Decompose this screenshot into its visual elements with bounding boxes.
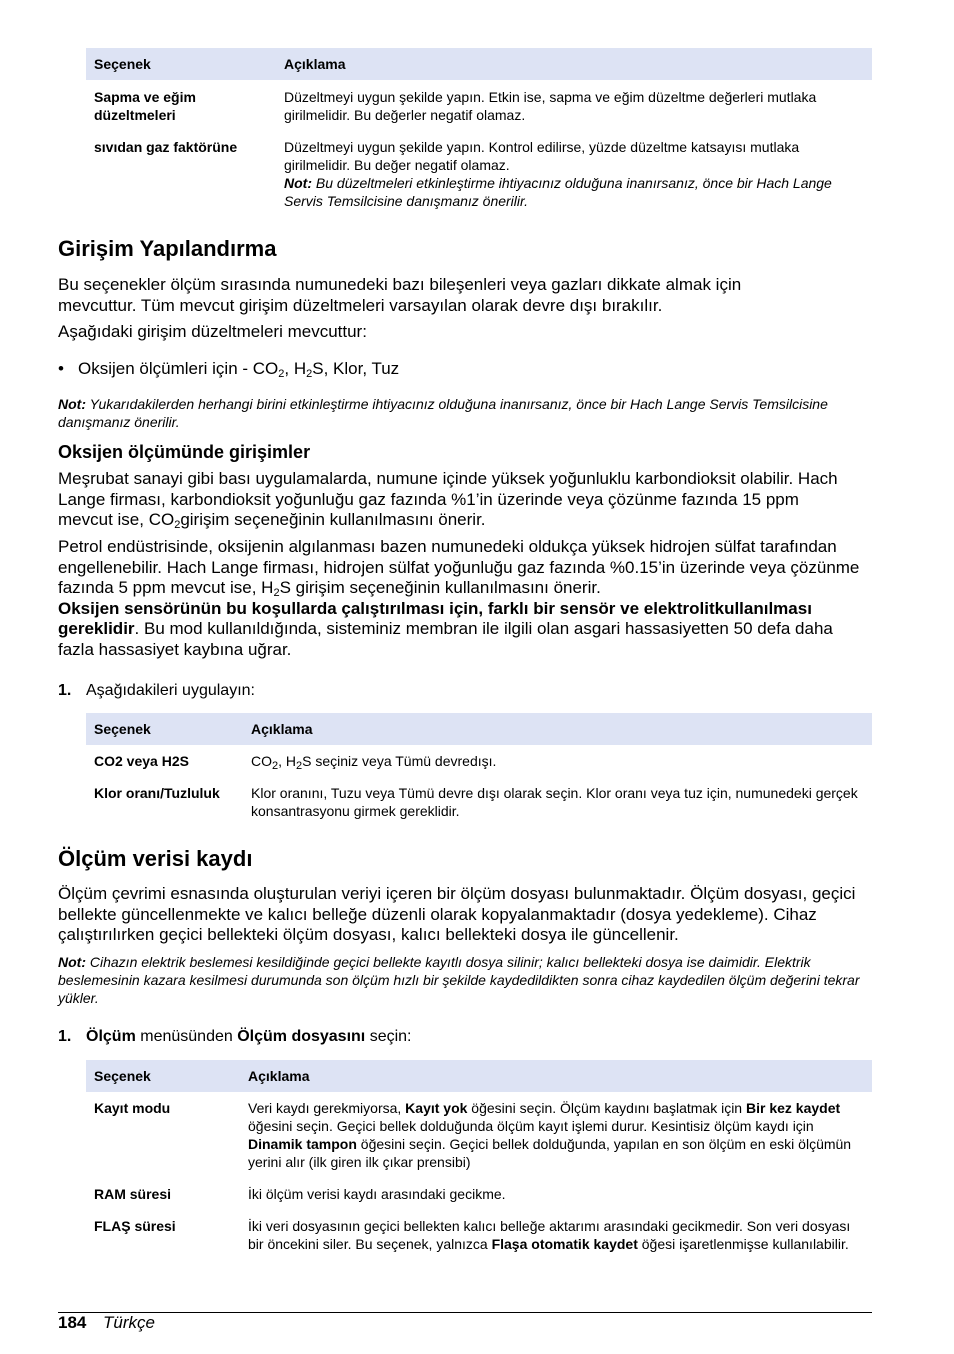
subscript: 2 <box>296 760 303 772</box>
option-name: CO2 veya H2S <box>94 753 189 769</box>
section-title: Ölçüm verisi kaydı <box>58 846 253 871</box>
options-table-1 <box>86 48 872 216</box>
option-name: Klor oranı/Tuzluluk <box>94 785 220 801</box>
paragraph-text: S girişim seçeneğinin kullanılmasını önerir. <box>279 578 601 597</box>
option-value: Flaşa otomatik kaydet <box>491 1236 638 1252</box>
option-description: İki ölçüm verisi kaydı arasındaki gecikme. <box>248 1186 506 1202</box>
description-text: Veri kaydı gerekmiyorsa, <box>248 1100 406 1116</box>
paragraph-text: Petrol endüstrisinde, oksijenin algılanması bazen numunedeki oldukça yüksek hidrojen sülfat tarafından engellenebilir. Hach Lange firması, hidrojen sülfat yoğunluğu gaz fazında %0.15’in üzerinde veya çözünme fazında 5 ppm mevcut ise, H <box>58 537 860 597</box>
step-number: 1. <box>58 1028 72 1045</box>
options-table-2 <box>86 713 872 826</box>
note <box>58 953 866 1007</box>
description-text: S seçiniz veya Tümü devredışı. <box>302 753 497 769</box>
table-header-row <box>86 48 872 80</box>
option-value: Kayıt yok <box>405 1100 468 1116</box>
option-name: sıvıdan gaz faktörüne <box>94 139 238 155</box>
note <box>284 175 832 209</box>
bullet-text: Oksijen ölçümleri için - CO <box>78 359 279 378</box>
table-row <box>86 745 872 776</box>
option-name-line: düzeltmeleri <box>94 107 176 123</box>
subscript: 2 <box>174 519 181 531</box>
description-text: , H <box>278 753 297 769</box>
menu-item-name: Ölçüm dosyasını <box>237 1028 366 1045</box>
description-text: CO <box>251 753 272 769</box>
bullet-text: S, Klor, Tuz <box>312 359 400 378</box>
table-row <box>86 130 872 216</box>
section-title: Girişim Yapılandırma <box>58 236 277 261</box>
page-number: 184 <box>58 1313 87 1332</box>
option-name-line: Sapma ve eğim <box>94 89 196 105</box>
subscript: 2 <box>306 368 313 380</box>
footer-divider <box>58 1312 872 1313</box>
bullet-text: , H <box>284 359 307 378</box>
subsection-title: Oksijen ölçümünde girişimler <box>58 442 311 462</box>
paragraph <box>58 537 868 660</box>
subscript: 2 <box>273 587 280 599</box>
option-description <box>240 1209 872 1259</box>
column-header: Açıklama <box>243 713 872 745</box>
table-row <box>86 1209 872 1259</box>
note-text: Yukarıdakilerden herhangi birini etkinleştirme ihtiyacınız olduğuna inanırsanız, önce bir Hach Lange Servis Temsilcisine danışmanız önerilir. <box>58 396 828 430</box>
note-label: Not: <box>284 175 312 191</box>
column-header: Seçenek <box>86 48 276 80</box>
description-text: Düzeltmeyi uygun şekilde yapın. Kontrol edilirse, yüzde düzeltme katsayısı mutlaka girilmelidir. Bu değer negatif olamaz. <box>284 139 800 173</box>
column-header: Açıklama <box>276 48 872 80</box>
option-name: Kayıt modu <box>94 1100 171 1116</box>
bullet-marker: • <box>58 359 64 378</box>
option-value: Dinamik tampon <box>248 1136 357 1152</box>
column-header: Açıklama <box>240 1060 872 1092</box>
note-label: Not: <box>58 954 86 970</box>
subscript: 2 <box>272 760 279 772</box>
table-row <box>86 776 872 826</box>
option-description <box>243 745 872 776</box>
description-text: öğesini seçin. Geçici bellek dolduğunda ölçüm kayıt işlemi durur. Kesintisiz ölçüm kaydı için <box>248 1118 814 1134</box>
paragraph: Bu seçenekler ölçüm sırasında numunedeki bazı bileşenleri veya gazları dikkate almak için mevcuttur. Tüm mevcut girişim düzeltmeleri varsayılan olarak devre dışı bırakılır. <box>58 275 742 315</box>
table-header-row <box>86 713 872 745</box>
note-text: Cihazın elektrik beslemesi kesildiğinde geçici bellekte kayıtlı dosya silinir; kalıcı bellekteki dosya ise daimidir. Elektrik beslemesinin kazara kesilmesi durumunda son ölçüm hızlı bir şekilde kaydedildikten sonra cihaz kaydedilen ölçüm değerini tekrar yükler. <box>58 954 860 1006</box>
option-description: Düzeltmeyi uygun şekilde yapın. Etkin ise, sapma ve eğim düzeltme değerleri mutlaka girilmelidir. Bu değerler negatif olamaz. <box>284 89 817 123</box>
paragraph-text: girişim seçeneğinin kullanılmasını önerir. <box>180 510 486 529</box>
option-name <box>86 80 276 130</box>
footer-language: Türkçe <box>103 1313 155 1332</box>
paragraph: Ölçüm çevrimi esnasında oluşturulan veriyi içeren bir ölçüm dosyası bulunmaktadır. Ölçüm dosyası, geçici bellekte güncellenmekte ve kalıcı belleğe düzenli olarak kopyalanmaktadır (dosya yedekleme). Cihaz çalıştırılırken geçici bellekteki ölçüm dosyası, kalıcı bellekteki dosya ile güncellenir. <box>58 884 856 944</box>
note <box>58 395 858 431</box>
paragraph: Aşağıdaki girişim düzeltmeleri mevcuttur: <box>58 322 367 341</box>
description-text: öğesini seçin. Geçici bellek dolduğunda, yapılan en son ölçüm en eski ölçümün yerini alır (ilk giren ilk çıkar prensibi) <box>248 1136 852 1170</box>
paragraph <box>58 469 858 531</box>
step-text-part: seçin: <box>365 1028 412 1045</box>
paragraph-text: Meşrubat sanayi gibi bası uygulamalarda, numune içinde yüksek yoğunluklu karbondioksit olabilir. Hach Lange firması, karbondioksit yoğunluğu gaz fazında %1’in üzerinde veya çözünme fazında 15 ppm mevcut ise, CO <box>58 469 838 529</box>
description-text: öğesini seçin. Ölçüm kaydını başlatmak için <box>467 1100 746 1116</box>
paragraph-bold-text: Oksijen sensörünün bu koşullarda çalıştırılması için, farklı bir sensör ve elektrolitkullanılması gereklidir <box>58 598 812 638</box>
step-text: Aşağıdakileri uygulayın: <box>86 682 255 699</box>
bullet-item <box>78 359 838 380</box>
step-text <box>86 1027 412 1048</box>
note-label: Not: <box>58 396 86 412</box>
step-number: 1. <box>58 682 72 699</box>
paragraph-text: . Bu mod kullanıldığında, sisteminiz membran ile ilgili olan asgari hassasiyetten 50 defa daha fazla hassasiyet kaybına uğrar. <box>58 619 833 659</box>
table-row <box>86 1177 872 1209</box>
option-description <box>240 1092 872 1177</box>
table-row <box>86 80 872 130</box>
note-text: Bu düzeltmeleri etkinleştirme ihtiyacınız olduğuna inanırsanız, önce bir Hach Lange Servis Temsilcisine danışmanız önerilir. <box>284 175 832 209</box>
option-description: Klor oranını, Tuzu veya Tümü devre dışı olarak seçin. Klor oranı veya tuz için, numunedeki gerçek konsantrasyonu girmek gereklidir. <box>251 785 858 819</box>
step-text-part: menüsünden <box>135 1028 238 1045</box>
table-header-row <box>86 1060 872 1092</box>
column-header: Seçenek <box>86 1060 240 1092</box>
option-name: RAM süresi <box>94 1186 172 1202</box>
option-value: Bir kez kaydet <box>746 1100 841 1116</box>
description-text: İki veri dosyasının geçici bellekten kalıcı belleğe aktarımı arasındaki gecikmedir. Son veri dosyası bir öncekini siler. Bu seçenek, yalnızca <box>248 1218 851 1252</box>
option-description <box>276 130 872 216</box>
menu-name: Ölçüm <box>86 1028 136 1045</box>
table-row <box>86 1092 872 1177</box>
column-header: Seçenek <box>86 713 243 745</box>
subscript: 2 <box>278 368 285 380</box>
description-text: öğesi işaretlenmişse kullanılabilir. <box>637 1236 849 1252</box>
option-name: FLAŞ süresi <box>94 1218 176 1234</box>
options-table-3 <box>86 1060 872 1259</box>
